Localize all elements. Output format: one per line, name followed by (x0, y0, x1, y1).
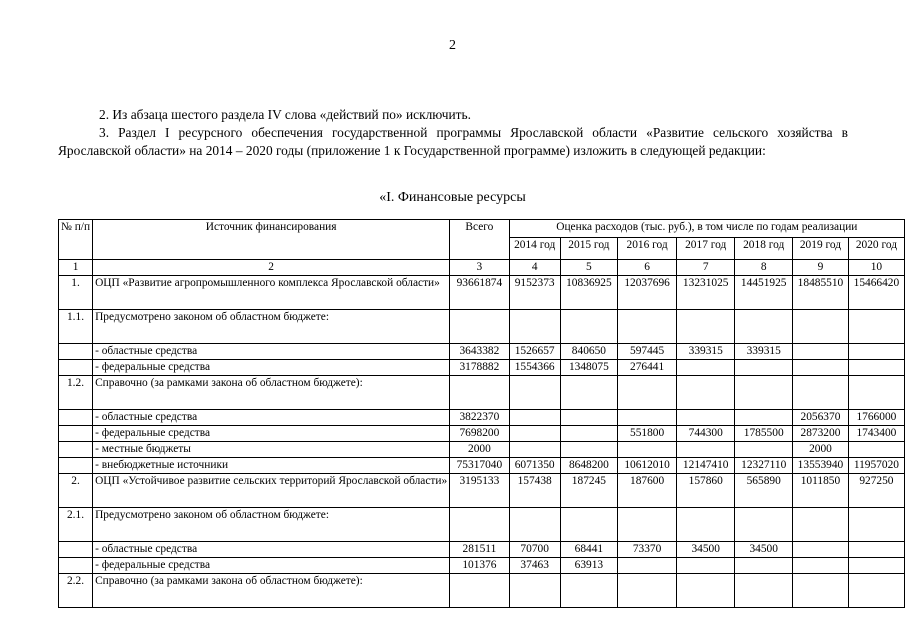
year-value (735, 410, 793, 426)
year-value (560, 310, 617, 344)
total-value: 3643382 (450, 344, 509, 360)
year-value: 1785500 (735, 426, 793, 442)
year-value (618, 310, 677, 344)
paragraph-item-2: 2. Из абзаца шестого раздела IV слова «действий по» исключить. (99, 107, 471, 122)
header-year: 2018 год (735, 238, 793, 260)
total-value: 75317040 (450, 458, 509, 474)
year-value (618, 558, 677, 574)
total-value: 101376 (450, 558, 509, 574)
year-value (618, 508, 677, 542)
table-row (59, 458, 905, 474)
year-value (793, 360, 849, 376)
year-value (793, 558, 849, 574)
year-value: 8648200 (560, 458, 617, 474)
year-value (793, 508, 849, 542)
year-value (509, 376, 560, 410)
financial-resources-table (58, 219, 905, 608)
year-value: 187600 (618, 474, 677, 508)
total-value: 2000 (450, 442, 509, 458)
year-value: 10836925 (560, 276, 617, 310)
year-value: 11957020 (848, 458, 904, 474)
year-value: 63913 (560, 558, 617, 574)
header-year: 2014 год (509, 238, 560, 260)
year-value (848, 442, 904, 458)
row-number (59, 410, 93, 426)
year-value: 339315 (677, 344, 735, 360)
table-row (59, 344, 905, 360)
year-value (793, 542, 849, 558)
year-value (793, 310, 849, 344)
row-number (59, 426, 93, 442)
year-value (735, 376, 793, 410)
funding-source: ОЦП «Устойчивое развитие сельских территорий Ярославской области» (93, 474, 450, 508)
year-value: 2000 (793, 442, 849, 458)
total-value: 3178882 (450, 360, 509, 376)
row-number (59, 360, 93, 376)
total-value: 3195133 (450, 474, 509, 508)
year-value: 1348075 (560, 360, 617, 376)
table-row (59, 426, 905, 442)
year-value: 927250 (848, 474, 904, 508)
year-value: 1766000 (848, 410, 904, 426)
year-value (793, 574, 849, 608)
row-number: 1.1. (59, 310, 93, 344)
year-value: 276441 (618, 360, 677, 376)
table-row (59, 558, 905, 574)
year-value: 744300 (677, 426, 735, 442)
year-value (848, 310, 904, 344)
table-row (59, 276, 905, 310)
year-value (560, 376, 617, 410)
row-number: 1. (59, 276, 93, 310)
header-year: 2020 год (848, 238, 904, 260)
row-number: 1.2. (59, 376, 93, 410)
year-value (735, 574, 793, 608)
year-value: 34500 (735, 542, 793, 558)
year-value (560, 442, 617, 458)
year-value: 187245 (560, 474, 617, 508)
row-number (59, 558, 93, 574)
column-number: 1 (59, 260, 93, 276)
table-row (59, 442, 905, 458)
funding-source: Предусмотрено законом об областном бюджете: (93, 310, 450, 344)
column-number: 10 (848, 260, 904, 276)
table-row (59, 474, 905, 508)
year-value: 10612010 (618, 458, 677, 474)
column-number: 9 (793, 260, 849, 276)
year-value (848, 360, 904, 376)
funding-source: - внебюджетные источники (93, 458, 450, 474)
year-value: 68441 (560, 542, 617, 558)
year-value: 70700 (509, 542, 560, 558)
year-value (735, 558, 793, 574)
year-value (735, 442, 793, 458)
year-value: 73370 (618, 542, 677, 558)
year-value (618, 442, 677, 458)
funding-source: Предусмотрено законом об областном бюджете: (93, 508, 450, 542)
funding-source: - областные средства (93, 344, 450, 360)
table-body (59, 276, 905, 608)
funding-source: Справочно (за рамками закона об областном бюджете): (93, 574, 450, 608)
header-year: 2019 год (793, 238, 849, 260)
year-value: 2873200 (793, 426, 849, 442)
year-value: 339315 (735, 344, 793, 360)
year-value (677, 310, 735, 344)
table-row (59, 542, 905, 558)
year-value (560, 410, 617, 426)
header-year: 2016 год (618, 238, 677, 260)
header-year: 2017 год (677, 238, 735, 260)
year-value: 12327110 (735, 458, 793, 474)
column-number: 8 (735, 260, 793, 276)
year-value: 14451925 (735, 276, 793, 310)
year-value (848, 508, 904, 542)
year-value (848, 558, 904, 574)
year-value: 9152373 (509, 276, 560, 310)
year-value (618, 410, 677, 426)
table-row (59, 310, 905, 344)
column-number: 3 (450, 260, 509, 276)
total-value (450, 310, 509, 344)
year-value (560, 574, 617, 608)
year-value: 840650 (560, 344, 617, 360)
year-value: 565890 (735, 474, 793, 508)
funding-source: - местные бюджеты (93, 442, 450, 458)
header-estimate: Оценка расходов (тыс. руб.), в том числе по годам реализации (509, 220, 904, 238)
year-value (618, 376, 677, 410)
year-value: 157438 (509, 474, 560, 508)
column-number: 4 (509, 260, 560, 276)
funding-source: - областные средства (93, 410, 450, 426)
year-value (509, 508, 560, 542)
year-value: 157860 (677, 474, 735, 508)
table-row (59, 410, 905, 426)
year-value (560, 508, 617, 542)
year-value: 18485510 (793, 276, 849, 310)
total-value (450, 376, 509, 410)
year-value: 1554366 (509, 360, 560, 376)
year-value (677, 442, 735, 458)
total-value: 93661874 (450, 276, 509, 310)
funding-source: - федеральные средства (93, 360, 450, 376)
year-value: 12147410 (677, 458, 735, 474)
year-value (848, 574, 904, 608)
year-value (509, 442, 560, 458)
funding-source: Справочно (за рамками закона об областном бюджете): (93, 376, 450, 410)
row-number (59, 442, 93, 458)
year-value (509, 410, 560, 426)
table-row (59, 574, 905, 608)
year-value (848, 344, 904, 360)
funding-source: - федеральные средства (93, 558, 450, 574)
paragraph-item-3: 3. Раздел I ресурсного обеспечения государственной программы Ярославской области «Развитие сельского хозяйства в Ярославской области» на 2014 – 2020 годы (приложение 1 к Государственной программе) изложить в следующей редакции: (58, 125, 848, 158)
year-value: 1011850 (793, 474, 849, 508)
year-value (848, 542, 904, 558)
column-number: 2 (93, 260, 450, 276)
row-number (59, 542, 93, 558)
row-number: 2.2. (59, 574, 93, 608)
year-value (793, 376, 849, 410)
year-value (677, 558, 735, 574)
funding-source: ОЦП «Развитие агропромышленного комплекса Ярославской области» (93, 276, 450, 310)
header-num: № п/п (59, 220, 93, 260)
table-caption: «I. Финансовые ресурсы (379, 190, 526, 205)
total-value: 7698200 (450, 426, 509, 442)
year-value: 34500 (677, 542, 735, 558)
year-value (677, 376, 735, 410)
total-value (450, 508, 509, 542)
year-value: 1743400 (848, 426, 904, 442)
year-value: 13553940 (793, 458, 849, 474)
column-number: 5 (560, 260, 617, 276)
year-value: 15466420 (848, 276, 904, 310)
year-value: 2056370 (793, 410, 849, 426)
row-number (59, 458, 93, 474)
total-value: 3822370 (450, 410, 509, 426)
year-value (509, 310, 560, 344)
total-value: 281511 (450, 542, 509, 558)
year-value (735, 360, 793, 376)
year-value (618, 574, 677, 608)
header-total: Всего (450, 220, 509, 260)
year-value: 12037696 (618, 276, 677, 310)
year-value (677, 508, 735, 542)
year-value (560, 426, 617, 442)
total-value (450, 574, 509, 608)
row-number: 2.1. (59, 508, 93, 542)
year-value (848, 376, 904, 410)
year-value: 13231025 (677, 276, 735, 310)
funding-source: - федеральные средства (93, 426, 450, 442)
page-number: 2 (449, 38, 456, 53)
year-value: 597445 (618, 344, 677, 360)
row-number: 2. (59, 474, 93, 508)
year-value (677, 574, 735, 608)
table-row (59, 360, 905, 376)
year-value: 37463 (509, 558, 560, 574)
year-value (509, 426, 560, 442)
year-value: 6071350 (509, 458, 560, 474)
column-number: 6 (618, 260, 677, 276)
year-value (677, 360, 735, 376)
funding-source: - областные средства (93, 542, 450, 558)
year-value: 1526657 (509, 344, 560, 360)
year-value (509, 574, 560, 608)
table-row (59, 508, 905, 542)
column-number-row (59, 260, 905, 276)
header-year: 2015 год (560, 238, 617, 260)
column-number: 7 (677, 260, 735, 276)
year-value (735, 508, 793, 542)
row-number (59, 344, 93, 360)
year-value (677, 410, 735, 426)
header-source: Источник финансирования (93, 220, 450, 260)
year-value (793, 344, 849, 360)
year-value (735, 310, 793, 344)
year-value: 551800 (618, 426, 677, 442)
table-row (59, 376, 905, 410)
